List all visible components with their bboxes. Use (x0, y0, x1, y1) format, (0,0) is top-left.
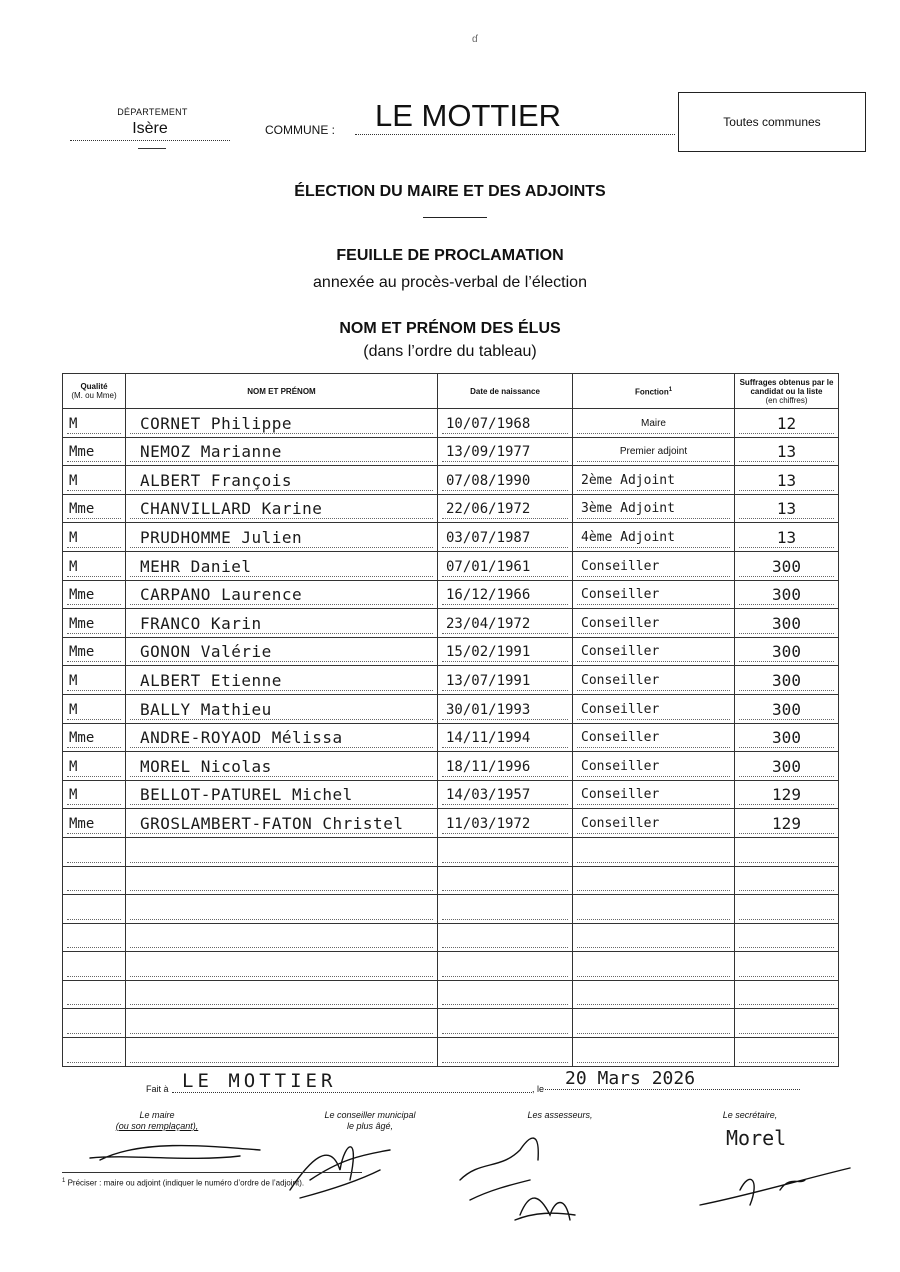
fonction-cell-value (577, 976, 730, 977)
qualite-cell (63, 437, 126, 466)
date-cell (438, 895, 573, 924)
nom-cell (126, 1038, 438, 1067)
qualite-cell (63, 923, 126, 952)
suffrages-cell (735, 809, 839, 838)
suffrages-cell (735, 980, 839, 1009)
table-row (63, 923, 839, 952)
qualite-cell (63, 780, 126, 809)
qualite-cell (63, 1009, 126, 1038)
date-cell-value: 07/01/1961 (442, 558, 568, 577)
suffrages-cell (735, 466, 839, 495)
fonction-cell (573, 494, 735, 523)
fonction-cell (573, 1038, 735, 1067)
qualite-cell-value (67, 1004, 121, 1005)
table-row (63, 551, 839, 580)
nom-cell-value: PRUDHOMME Julien (130, 529, 433, 548)
fonction-cell-value (577, 919, 730, 920)
suffrages-cell (735, 694, 839, 723)
fonction-cell-value: 3ème Adjoint (577, 500, 730, 519)
qualite-cell-value: M (67, 529, 121, 548)
date-cell-value: 15/02/1991 (442, 643, 568, 662)
date-cell (438, 866, 573, 895)
table-row (63, 437, 839, 466)
toutes-communes-label: Toutes communes (723, 115, 821, 129)
nom-cell-value (130, 1004, 433, 1005)
fait-value: LE MOTTIER (172, 1070, 532, 1093)
fonction-cell-value (577, 1033, 730, 1034)
fonction-cell (573, 809, 735, 838)
header-date: Date de naissance (438, 374, 573, 409)
nom-cell (126, 752, 438, 781)
nom-cell (126, 1009, 438, 1038)
suffrages-cell-value: 129 (739, 815, 834, 834)
header-suffrages: Suffrages obtenus par le candidat ou la liste (en chiffres) (735, 374, 839, 409)
le-caption: , le (532, 1084, 545, 1094)
date-cell-value (442, 890, 568, 891)
conseiller-caption: Le conseiller municipal le plus âgé, (324, 1110, 416, 1131)
qualite-cell (63, 895, 126, 924)
table-row (63, 1009, 839, 1038)
qualite-cell (63, 837, 126, 866)
fonction-cell (573, 980, 735, 1009)
fonction-cell-value: Conseiller (577, 815, 730, 834)
nom-cell (126, 409, 438, 438)
suffrages-cell-value: 300 (739, 672, 834, 691)
nom-cell (126, 466, 438, 495)
fonction-cell-value: Conseiller (577, 758, 730, 777)
fonction-cell-value (577, 947, 730, 948)
suffrages-cell (735, 752, 839, 781)
suffrages-cell (735, 923, 839, 952)
table-row (63, 637, 839, 666)
scan-mark: ɗ (472, 34, 478, 45)
suffrages-cell-value (739, 1062, 834, 1063)
qualite-cell-value (67, 1062, 121, 1063)
nom-cell (126, 837, 438, 866)
date-cell-value: 07/08/1990 (442, 472, 568, 491)
nom-cell-value (130, 1062, 433, 1063)
suffrages-cell-value (739, 919, 834, 920)
nom-cell (126, 866, 438, 895)
table-row (63, 895, 839, 924)
header-nom: NOM ET PRÉNOM (126, 374, 438, 409)
suffrages-cell (735, 523, 839, 552)
fonction-cell-value (577, 890, 730, 891)
fonction-cell (573, 637, 735, 666)
date-cell-value: 14/11/1994 (442, 729, 568, 748)
fonction-cell-value: 2ème Adjoint (577, 472, 730, 491)
date-cell-value (442, 1033, 568, 1034)
qualite-cell-value: Mme (67, 729, 121, 748)
fonction-cell (573, 466, 735, 495)
fonction-cell (573, 1009, 735, 1038)
nom-cell-value (130, 976, 433, 977)
date-cell (438, 494, 573, 523)
suffrages-cell (735, 494, 839, 523)
nom-cell (126, 895, 438, 924)
fonction-cell (573, 409, 735, 438)
qualite-cell (63, 980, 126, 1009)
suffrages-cell-value: 12 (739, 415, 834, 434)
nom-cell-value: ANDRE-ROYAOD Mélissa (130, 729, 433, 748)
nom-cell-value: FRANCO Karin (130, 615, 433, 634)
suffrages-cell (735, 952, 839, 981)
table-row (63, 409, 839, 438)
qualite-cell (63, 952, 126, 981)
date-cell (438, 723, 573, 752)
suffrages-cell (735, 866, 839, 895)
secretaire-signature (700, 1168, 850, 1205)
qualite-cell-value (67, 1033, 121, 1034)
table-row (63, 494, 839, 523)
qualite-cell (63, 1038, 126, 1067)
fonction-cell-value: Conseiller (577, 643, 730, 662)
header-fonction: Fonction$^1$ (573, 374, 735, 409)
title-divider (423, 217, 487, 218)
proclamation-subtitle: annexée au procès-verbal de l’élection (313, 274, 587, 291)
table-row (63, 523, 839, 552)
table-row (63, 609, 839, 638)
qualite-cell-value: Mme (67, 586, 121, 605)
qualite-cell-value: M (67, 558, 121, 577)
qualite-cell (63, 494, 126, 523)
nom-cell-value: GROSLAMBERT-FATON Christel (130, 815, 433, 834)
date-cell (438, 637, 573, 666)
maire-signature (90, 1146, 260, 1160)
suffrages-cell-value: 300 (739, 758, 834, 777)
date-cell-value: 10/07/1968 (442, 415, 568, 434)
suffrages-cell (735, 1038, 839, 1067)
date-cell (438, 952, 573, 981)
nom-cell (126, 780, 438, 809)
fonction-cell (573, 895, 735, 924)
date-cell (438, 580, 573, 609)
table-row (63, 952, 839, 981)
header-qualite: Qualité (M. ou Mme) (63, 374, 126, 409)
suffrages-cell (735, 895, 839, 924)
date-cell (438, 609, 573, 638)
qualite-cell (63, 637, 126, 666)
fonction-cell-value: 4ème Adjoint (577, 529, 730, 548)
nom-cell-value (130, 862, 433, 863)
date-cell-value: 16/12/1966 (442, 586, 568, 605)
qualite-cell (63, 752, 126, 781)
date-cell-value (442, 919, 568, 920)
table-row (63, 1038, 839, 1067)
nom-cell (126, 809, 438, 838)
date-cell-value: 14/03/1957 (442, 786, 568, 805)
proclamation-title: FEUILLE DE PROCLAMATION (336, 247, 564, 264)
fonction-cell (573, 666, 735, 695)
suffrages-cell-value: 13 (739, 472, 834, 491)
date-cell (438, 837, 573, 866)
nom-cell-value: BELLOT-PATUREL Michel (130, 786, 433, 805)
date-cell (438, 1038, 573, 1067)
nom-cell-value: NEMOZ Marianne (130, 443, 433, 462)
qualite-cell (63, 551, 126, 580)
nom-cell-value: GONON Valérie (130, 643, 433, 662)
suffrages-cell-value (739, 976, 834, 977)
date-cell-value: 23/04/1972 (442, 615, 568, 634)
suffrages-cell-value: 13 (739, 529, 834, 548)
date-cell (438, 409, 573, 438)
fonction-cell (573, 866, 735, 895)
departement-value: Isère (70, 120, 230, 141)
table-row (63, 694, 839, 723)
date-cell-value: 22/06/1972 (442, 500, 568, 519)
table-row (63, 752, 839, 781)
suffrages-cell-value: 300 (739, 643, 834, 662)
nom-cell (126, 694, 438, 723)
election-title: ÉLECTION DU MAIRE ET DES ADJOINTS (294, 183, 606, 200)
elus-subtitle: (dans l’ordre du tableau) (363, 343, 537, 360)
suffrages-cell-value (739, 947, 834, 948)
qualite-cell (63, 580, 126, 609)
date-cell (438, 980, 573, 1009)
assesseur-signature-1 (460, 1138, 538, 1200)
suffrages-cell-value: 129 (739, 786, 834, 805)
suffrages-cell-value: 13 (739, 500, 834, 519)
suffrages-cell (735, 637, 839, 666)
suffrages-cell-value (739, 890, 834, 891)
footnote: $^1$ Préciser : maire ou adjoint (indiquer le numéro d’ordre de l’adjoint). (62, 1178, 305, 1188)
suffrages-cell (735, 723, 839, 752)
fonction-cell (573, 551, 735, 580)
fonction-cell (573, 609, 735, 638)
qualite-cell-value: M (67, 672, 121, 691)
qualite-cell-value: Mme (67, 500, 121, 519)
table-row (63, 980, 839, 1009)
date-cell (438, 923, 573, 952)
suffrages-cell (735, 666, 839, 695)
departement-dash (138, 148, 166, 149)
qualite-cell (63, 666, 126, 695)
suffrages-cell (735, 780, 839, 809)
fonction-cell (573, 952, 735, 981)
maire-caption: Le maire (ou son remplaçant), (115, 1110, 199, 1131)
nom-cell (126, 580, 438, 609)
nom-cell-value (130, 1033, 433, 1034)
assesseurs-caption: Les assesseurs, (527, 1110, 593, 1120)
date-value: 20 Mars 2026 (545, 1068, 800, 1090)
fonction-cell-value: Conseiller (577, 786, 730, 805)
qualite-cell (63, 609, 126, 638)
date-cell-value (442, 1004, 568, 1005)
suffrages-cell-value: 300 (739, 701, 834, 720)
qualite-cell-value (67, 976, 121, 977)
suffrages-cell (735, 837, 839, 866)
table-row (63, 780, 839, 809)
suffrages-cell (735, 437, 839, 466)
qualite-cell-value: M (67, 415, 121, 434)
suffrages-cell (735, 580, 839, 609)
qualite-cell-value (67, 947, 121, 948)
secretaire-name: Morel (726, 1126, 787, 1150)
qualite-cell (63, 409, 126, 438)
suffrages-cell-value (739, 862, 834, 863)
nom-cell-value: ALBERT François (130, 472, 433, 491)
nom-cell-value: CARPANO Laurence (130, 586, 433, 605)
fonction-cell (573, 694, 735, 723)
qualite-cell-value (67, 919, 121, 920)
fonction-cell-value: Maire (577, 415, 730, 434)
fonction-cell-value: Conseiller (577, 558, 730, 577)
table-row (63, 666, 839, 695)
suffrages-cell-value: 300 (739, 729, 834, 748)
fonction-cell-value (577, 1004, 730, 1005)
table-row (63, 580, 839, 609)
table-row (63, 723, 839, 752)
nom-cell (126, 980, 438, 1009)
date-cell (438, 752, 573, 781)
date-cell-value (442, 947, 568, 948)
toutes-communes-box (678, 92, 866, 152)
suffrages-cell-value (739, 1033, 834, 1034)
fonction-cell-value: Conseiller (577, 672, 730, 691)
footnote-rule (62, 1172, 362, 1173)
date-cell-value: 13/09/1977 (442, 443, 568, 462)
qualite-cell (63, 466, 126, 495)
nom-cell-value: MEHR Daniel (130, 558, 433, 577)
suffrages-cell (735, 609, 839, 638)
qualite-cell (63, 723, 126, 752)
qualite-cell-value: M (67, 472, 121, 491)
nom-cell (126, 551, 438, 580)
table-row (63, 466, 839, 495)
suffrages-cell (735, 551, 839, 580)
suffrages-cell-value: 300 (739, 558, 834, 577)
nom-cell (126, 666, 438, 695)
date-cell (438, 666, 573, 695)
qualite-cell (63, 809, 126, 838)
table-row (63, 866, 839, 895)
date-cell-value: 30/01/1993 (442, 701, 568, 720)
date-cell-value: 03/07/1987 (442, 529, 568, 548)
fait-caption: Fait à (146, 1084, 169, 1094)
suffrages-cell-value: 300 (739, 615, 834, 634)
departement-caption: DÉPARTEMENT (117, 107, 188, 117)
fonction-cell-value (577, 862, 730, 863)
fonction-cell-value: Conseiller (577, 701, 730, 720)
fonction-cell-value: Conseiller (577, 586, 730, 605)
fonction-cell-value: Premier adjoint (577, 443, 730, 462)
nom-cell (126, 437, 438, 466)
fonction-cell (573, 523, 735, 552)
date-cell (438, 809, 573, 838)
commune-caption: COMMUNE : (265, 123, 335, 137)
nom-cell-value (130, 919, 433, 920)
nom-cell (126, 609, 438, 638)
suffrages-cell (735, 1009, 839, 1038)
date-cell-value: 18/11/1996 (442, 758, 568, 777)
fonction-cell-value: Conseiller (577, 615, 730, 634)
date-cell (438, 694, 573, 723)
nom-cell-value (130, 947, 433, 948)
fonction-cell (573, 837, 735, 866)
fonction-cell (573, 780, 735, 809)
date-cell (438, 780, 573, 809)
qualite-cell-value: M (67, 786, 121, 805)
qualite-cell-value: M (67, 701, 121, 720)
suffrages-cell (735, 409, 839, 438)
fonction-cell-value: Conseiller (577, 729, 730, 748)
table-row (63, 809, 839, 838)
suffrages-cell-value: 300 (739, 586, 834, 605)
table-header-row (63, 374, 839, 409)
date-cell (438, 551, 573, 580)
table-row (63, 837, 839, 866)
nom-cell (126, 523, 438, 552)
fonction-cell (573, 752, 735, 781)
elus-table (62, 373, 839, 1067)
qualite-cell (63, 523, 126, 552)
qualite-cell-value: Mme (67, 815, 121, 834)
nom-cell-value: MOREL Nicolas (130, 758, 433, 777)
nom-cell-value: ALBERT Etienne (130, 672, 433, 691)
qualite-cell-value: M (67, 758, 121, 777)
secretaire-caption: Le secrétaire, (722, 1110, 778, 1120)
nom-cell-value (130, 890, 433, 891)
fonction-cell-value (577, 1062, 730, 1063)
qualite-cell-value (67, 890, 121, 891)
suffrages-cell-value: 13 (739, 443, 834, 462)
qualite-cell (63, 694, 126, 723)
qualite-cell-value: Mme (67, 443, 121, 462)
fonction-cell (573, 580, 735, 609)
date-cell-value: 13/07/1991 (442, 672, 568, 691)
date-cell (438, 1009, 573, 1038)
fonction-cell (573, 723, 735, 752)
date-cell-value (442, 976, 568, 977)
qualite-cell-value (67, 862, 121, 863)
date-cell-value: 11/03/1972 (442, 815, 568, 834)
commune-value: LE MOTTIER (355, 98, 675, 135)
nom-cell (126, 723, 438, 752)
nom-cell-value: BALLY Mathieu (130, 701, 433, 720)
nom-cell (126, 923, 438, 952)
elus-title: NOM ET PRÉNOM DES ÉLUS (339, 320, 561, 337)
nom-cell-value: CHANVILLARD Karine (130, 500, 433, 519)
fonction-cell (573, 437, 735, 466)
date-cell-value (442, 1062, 568, 1063)
nom-cell (126, 952, 438, 981)
nom-cell-value: CORNET Philippe (130, 415, 433, 434)
nom-cell (126, 637, 438, 666)
assesseur-signature-2 (515, 1198, 575, 1220)
qualite-cell-value: Mme (67, 643, 121, 662)
suffrages-cell-value (739, 1004, 834, 1005)
date-cell (438, 437, 573, 466)
nom-cell (126, 494, 438, 523)
date-cell (438, 466, 573, 495)
qualite-cell (63, 866, 126, 895)
date-cell-value (442, 862, 568, 863)
date-cell (438, 523, 573, 552)
fonction-cell (573, 923, 735, 952)
qualite-cell-value: Mme (67, 615, 121, 634)
